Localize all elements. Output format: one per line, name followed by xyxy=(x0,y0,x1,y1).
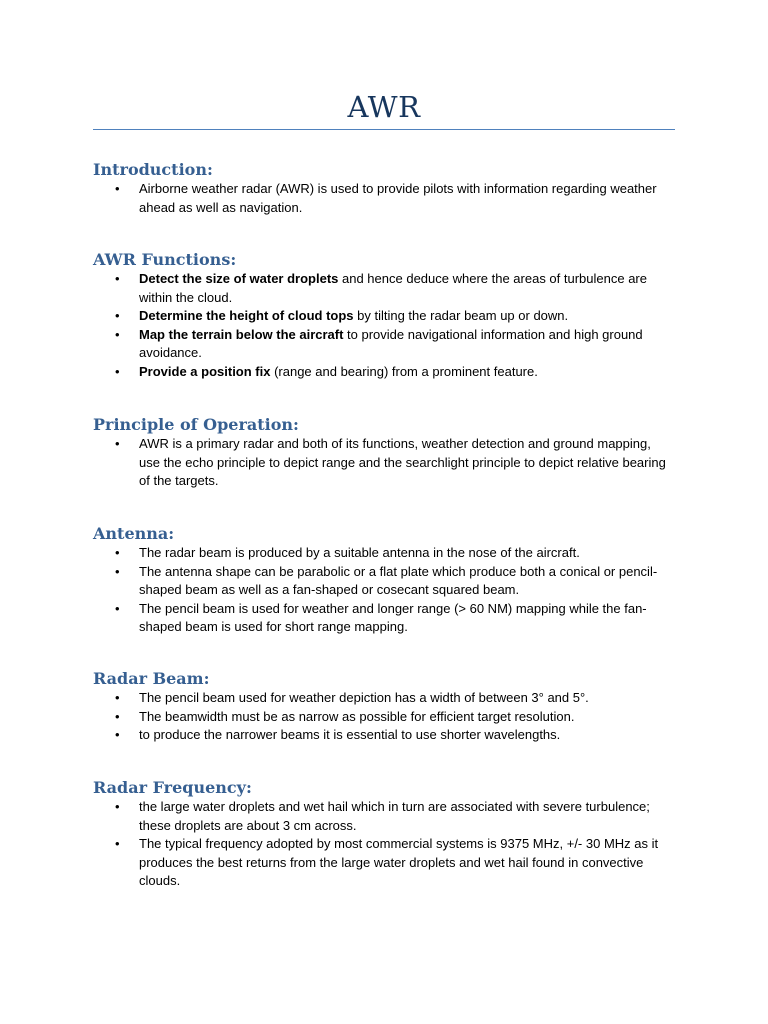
section-antenna xyxy=(93,524,675,637)
bullet-icon: • xyxy=(115,545,120,560)
section-awr-functions xyxy=(93,250,675,382)
bullet-list xyxy=(93,180,675,217)
bullet-icon: • xyxy=(115,799,120,814)
list-item: • Map the terrain below the aircraft to provide navigational information and high ground avoidance. xyxy=(115,326,643,361)
bullet-icon: • xyxy=(115,600,120,616)
bullet-list xyxy=(93,689,675,745)
bullet-icon: • xyxy=(115,708,120,724)
list-item: • The typical frequency adopted by most commercial systems is 9375 MHz, +/- 30 MHz as it produces the best returns from the large water droplets and wet hail found in convective clouds. xyxy=(115,836,659,889)
bullet-icon: • xyxy=(115,436,120,451)
list-item: • AWR is a primary radar and both of its functions, weather detection and ground mapping, use the echo principle to depict range and the searchlight principle to depict relative bearing of the targets. xyxy=(115,436,666,489)
list-item: • Detect the size of water droplets and hence deduce where the areas of turbulence are within the cloud. xyxy=(115,271,647,305)
list-item: • Provide a position fix (range and bearing) from a prominent feature. xyxy=(93,363,675,382)
section-heading: Radar Frequency: xyxy=(93,778,252,797)
bullet-icon: • xyxy=(115,181,120,196)
list-item: • The beamwidth must be as narrow as possible for efficient target resolution. xyxy=(93,708,675,727)
section-radar-frequency xyxy=(93,778,675,891)
bullet-icon: • xyxy=(115,563,120,579)
bullet-icon: • xyxy=(115,690,120,705)
bullet-list xyxy=(93,435,675,491)
section-heading: Antenna: xyxy=(93,524,175,543)
section-heading: Introduction: xyxy=(93,160,213,179)
bullet-list xyxy=(93,544,675,637)
bullet-icon: • xyxy=(115,836,120,852)
bullet-list xyxy=(93,798,675,891)
title-divider xyxy=(93,129,675,130)
list-item: • Airborne weather radar (AWR) is used to provide pilots with information regarding weather ahead as well as navigation. xyxy=(115,181,657,215)
bullet-list xyxy=(93,270,675,382)
section-radar-beam xyxy=(93,669,675,745)
section-heading: Principle of Operation: xyxy=(93,415,299,434)
list-item: • The pencil beam is used for weather and longer range (> 60 NM) mapping while the fan-shaped beam is used for short range mapping. xyxy=(115,600,647,635)
list-item: • to produce the narrower beams it is essential to use shorter wavelengths. xyxy=(93,726,675,745)
section-principle-of-operation xyxy=(93,415,675,491)
bullet-icon: • xyxy=(115,308,120,324)
section-heading: AWR Functions: xyxy=(93,250,237,269)
bullet-icon: • xyxy=(115,363,120,379)
document-title: AWR xyxy=(347,90,421,124)
list-item: • Determine the height of cloud tops by tilting the radar beam up or down. xyxy=(93,307,675,326)
list-item: • the large water droplets and wet hail which in turn are associated with severe turbulence; these droplets are about 3 cm across. xyxy=(115,799,650,833)
section-introduction xyxy=(93,160,675,217)
list-item: • The antenna shape can be parabolic or a flat plate which produce both a conical or pencil-shaped beam as well as a fan-shaped or cosecant squared beam. xyxy=(115,563,658,598)
bullet-icon: • xyxy=(115,326,120,342)
list-item: • The pencil beam used for weather depiction has a width of between 3° and 5°. xyxy=(93,689,675,708)
bullet-icon: • xyxy=(115,271,120,286)
list-item: • The radar beam is produced by a suitable antenna in the nose of the aircraft. xyxy=(93,544,675,563)
bullet-icon: • xyxy=(115,727,120,743)
section-heading: Radar Beam: xyxy=(93,669,210,688)
